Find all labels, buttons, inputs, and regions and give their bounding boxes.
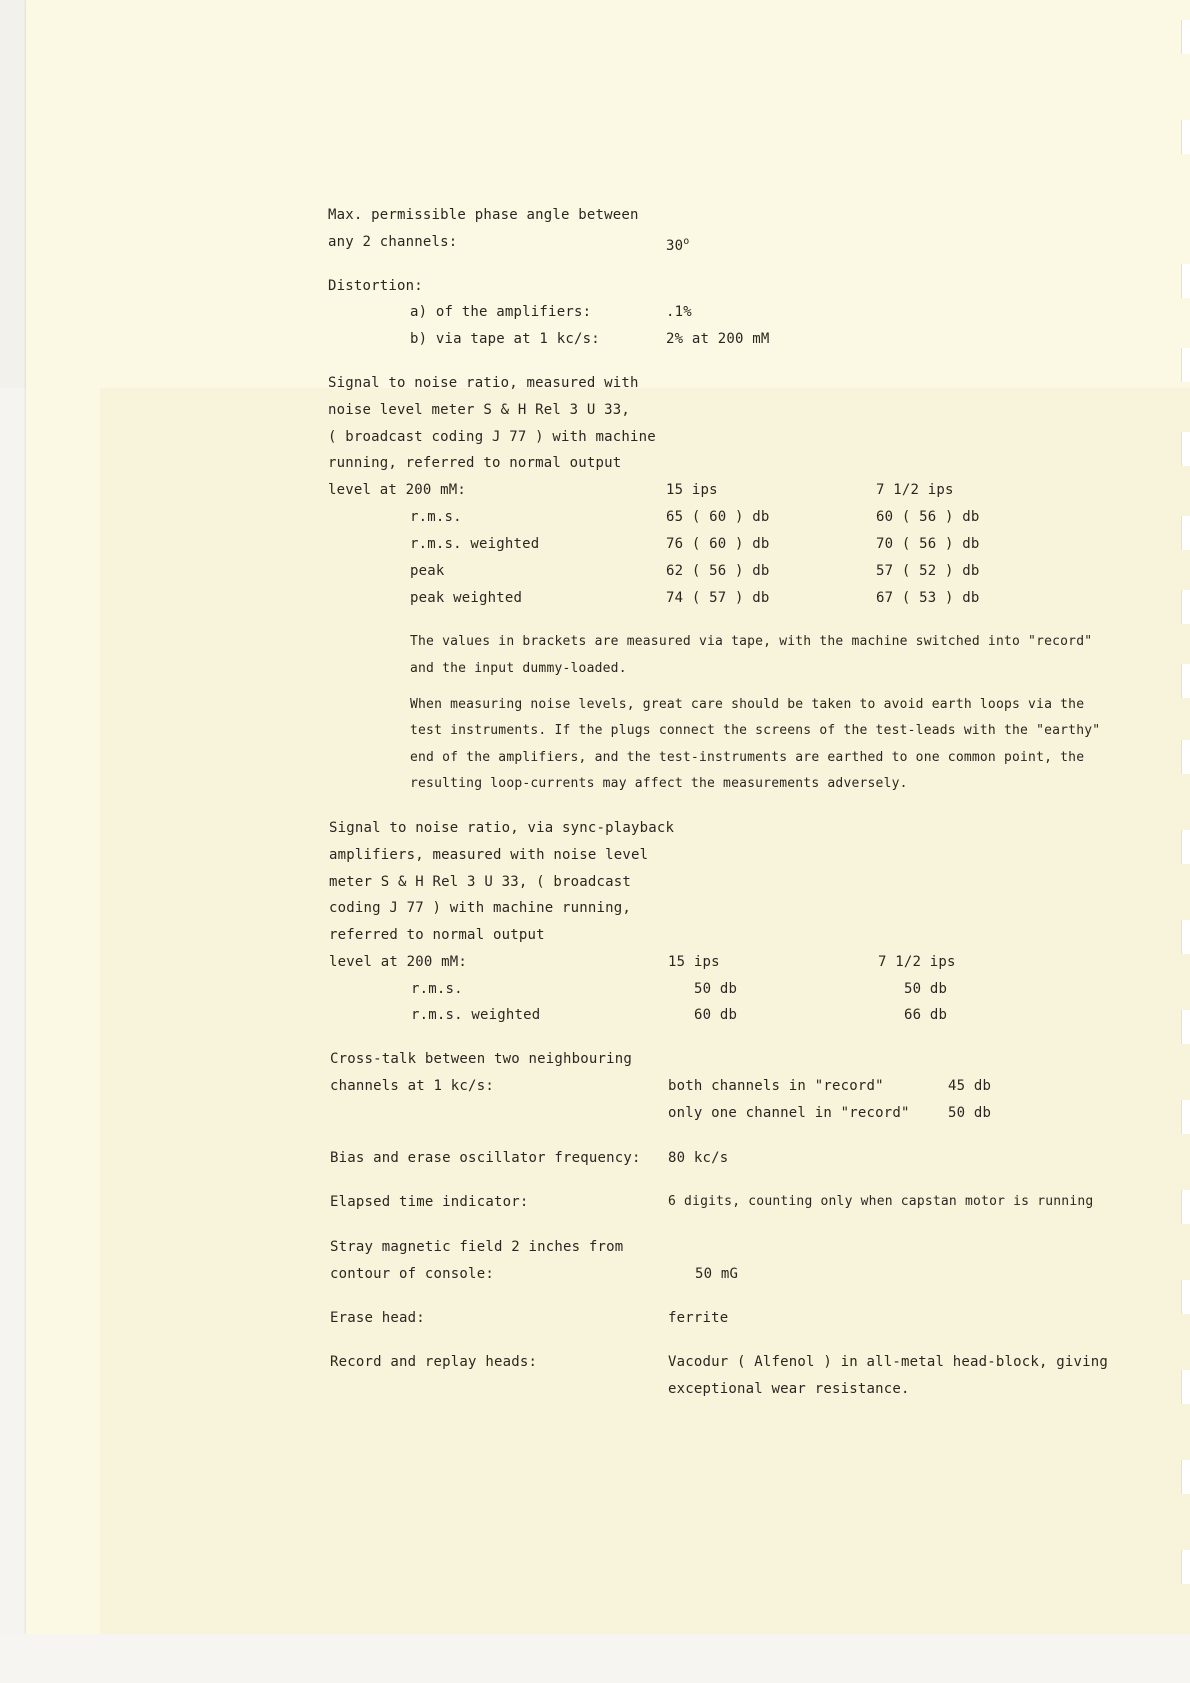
distortion-heading: Distortion: (328, 278, 423, 294)
snr1-label-line: running, referred to normal output (328, 455, 622, 471)
snr1-label-line: ( broadcast coding J 77 ) with machine (328, 429, 656, 445)
snr1-note2-line: test instruments. If the plugs connect the screens of the test-leads with the "earthy" (410, 723, 1101, 738)
distortion-b-label: b) via tape at 1 kc/s: (410, 331, 600, 347)
snr2-row-value-7-5: 50 db (904, 981, 948, 997)
snr2-label-line: amplifiers, measured with noise level (329, 847, 649, 863)
snr1-row-value-15: 76 ( 60 ) db (666, 536, 770, 552)
page-edge-tab (1181, 348, 1190, 382)
page-edge-tab (1181, 1280, 1190, 1314)
snr2-label-line: meter S & H Rel 3 U 33, ( broadcast (329, 874, 632, 890)
snr2-label-line: Signal to noise ratio, via sync-playback (329, 820, 675, 836)
elapsed-value: 6 digits, counting only when capstan motor is running (668, 1194, 1094, 1209)
snr1-note1-line: and the input dummy-loaded. (410, 661, 627, 676)
snr1-row-value-7-5: 60 ( 56 ) db (876, 509, 980, 525)
left-margin-strip (0, 0, 26, 388)
page-edge-tab (1181, 920, 1190, 954)
snr2-col-15ips: 15 ips (668, 954, 720, 970)
bias-value: 80 kc/s (668, 1150, 729, 1166)
snr2-label-line: referred to normal output (329, 927, 545, 943)
heads-label: Record and replay heads: (330, 1354, 538, 1370)
phase-value: 30$^o$ (666, 236, 690, 254)
snr2-row-value-7-5: 66 db (904, 1007, 948, 1023)
elapsed-label: Elapsed time indicator: (330, 1194, 529, 1210)
snr1-label-line: noise level meter S & H Rel 3 U 33, (328, 402, 631, 418)
phase-label-line1: Max. permissible phase angle between (328, 207, 639, 223)
snr1-row-value-7-5: 70 ( 56 ) db (876, 536, 980, 552)
page-edge-tab (1181, 1190, 1190, 1224)
distortion-b-value: 2% at 200 mM (666, 331, 770, 347)
snr1-row-label: peak (410, 563, 445, 579)
page-edge-tab (1181, 1100, 1190, 1134)
snr1-row-value-15: 74 ( 57 ) db (666, 590, 770, 606)
page-edge-tab (1181, 1370, 1190, 1404)
page-edge-tab (1181, 120, 1190, 154)
snr1-note2-line: end of the amplifiers, and the test-instruments are earthed to one common point, the (410, 750, 1085, 765)
heads-value-line2: exceptional wear resistance. (668, 1381, 910, 1397)
snr2-row-label: r.m.s. weighted (411, 1007, 541, 1023)
snr2-row-value-15: 50 db (694, 981, 738, 997)
distortion-a-value: .1% (666, 304, 692, 320)
crosstalk-row1-label: both channels in "record" (668, 1078, 884, 1094)
snr1-row-label: r.m.s. weighted (410, 536, 540, 552)
page-edge-tab (1181, 20, 1190, 54)
page-edge-tab (1181, 432, 1190, 466)
snr1-note1-line: The values in brackets are measured via tape, with the machine switched into "record" (410, 634, 1093, 649)
snr2-row-label: r.m.s. (411, 981, 463, 997)
page-edge-tab (1181, 516, 1190, 550)
snr1-col-7-5ips: 7 1/2 ips (876, 482, 954, 498)
phase-label-line2: any 2 channels: (328, 234, 458, 250)
snr2-row-value-15: 60 db (694, 1007, 738, 1023)
snr1-row-label: peak weighted (410, 590, 523, 606)
paper-sheet-lower (100, 388, 1190, 1634)
distortion-a-label: a) of the amplifiers: (410, 304, 592, 320)
snr2-col-7-5ips: 7 1/2 ips (878, 954, 956, 970)
erase-head-value: ferrite (668, 1310, 729, 1326)
page-edge-tab (1181, 1010, 1190, 1044)
page-edge-tab (1181, 664, 1190, 698)
page-edge-tab (1181, 1460, 1190, 1494)
crosstalk-row2-value: 50 db (948, 1105, 992, 1121)
stray-label-line1: Stray magnetic field 2 inches from (330, 1239, 624, 1255)
page-edge-tab (1181, 830, 1190, 864)
crosstalk-row1-value: 45 db (948, 1078, 992, 1094)
page-edge-tab (1181, 1550, 1190, 1584)
bottom-margin-strip (0, 1634, 1190, 1683)
snr1-row-value-15: 65 ( 60 ) db (666, 509, 770, 525)
snr1-row-label: r.m.s. (410, 509, 462, 525)
snr1-label-line: Signal to noise ratio, measured with (328, 375, 639, 391)
erase-head-label: Erase head: (330, 1310, 425, 1326)
snr1-row-value-15: 62 ( 56 ) db (666, 563, 770, 579)
snr1-row-value-7-5: 67 ( 53 ) db (876, 590, 980, 606)
snr1-row-value-7-5: 57 ( 52 ) db (876, 563, 980, 579)
page-edge-tab (1181, 740, 1190, 774)
heads-value-line1: Vacodur ( Alfenol ) in all-metal head-block, giving (668, 1354, 1109, 1370)
snr1-col-15ips: 15 ips (666, 482, 718, 498)
stray-value: 50 mG (695, 1266, 739, 1282)
crosstalk-row2-label: only one channel in "record" (668, 1105, 910, 1121)
snr1-label-line: level at 200 mM: (328, 482, 467, 498)
bias-label: Bias and erase oscillator frequency: (330, 1150, 641, 1166)
crosstalk-label-line2: channels at 1 kc/s: (330, 1078, 494, 1094)
snr1-note2-line: resulting loop-currents may affect the measurements adversely. (410, 776, 908, 791)
stray-label-line2: contour of console: (330, 1266, 494, 1282)
snr2-label-line: coding J 77 ) with machine running, (329, 900, 632, 916)
page-edge-tab (1181, 264, 1190, 298)
snr2-label-line: level at 200 mM: (329, 954, 468, 970)
crosstalk-label-line1: Cross-talk between two neighbouring (330, 1051, 633, 1067)
snr1-note2-line: When measuring noise levels, great care should be taken to avoid earth loops via the (410, 697, 1085, 712)
page-edge-tab (1181, 590, 1190, 624)
